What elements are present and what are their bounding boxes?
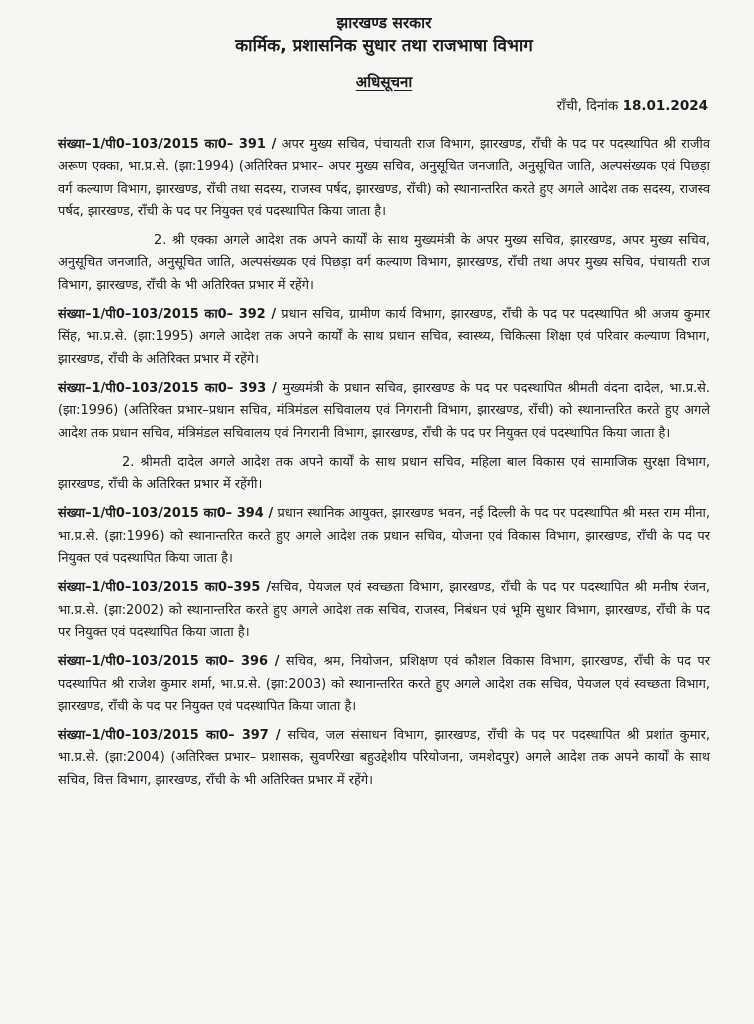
order-395 — [58, 577, 710, 644]
order-394 — [58, 503, 710, 570]
notification-date: 18.01.2024 — [622, 98, 708, 114]
order-ref: संख्या–1/पी0–103/2015 का0– 396 / — [58, 654, 280, 670]
notification-body — [58, 134, 710, 792]
dateline — [58, 96, 708, 116]
order-text: सचिव, पेयजल एवं स्वच्छता विभाग, झारखण्ड, राँची के पद पर पदस्थापित श्री मनीष रंजन, भा.प्र.से. (झा:2002) को स्थानान्तरित करते हुए अगले आदेश तक सचिव, राजस्व, निबंधन एवं भूमि सुधार विभाग, झारखण्ड, राँची के पद पर नियुक्त एवं पदस्थापित किया जाता है। — [58, 580, 710, 640]
department-name: कार्मिक, प्रशासनिक सुधार तथा राजभाषा विभाग — [235, 36, 533, 56]
order-text: अपर मुख्य सचिव, पंचायती राज विभाग, झारखण्ड, राँची के पद पर पदस्थापित श्री राजीव अरूण एक्का, भा.प्र.से. (झा:1994) (अतिरिक्त प्रभार– अपर मुख्य सचिव, अनुसूचित जनजाति, अनुसूचित जाति, अल्पसंख्यक एवं पिछड़ा वर्ग कल्याण विभाग, झारखण्ड, राँची तथा सदस्य, राजस्व पर्षद, झारखण्ड, राँची) को स्थानान्तरित करते हुए अगले आदेश तक सदस्य, राजस्व पर्षद, झारखण्ड, राँची के पद पर नियुक्त एवं पदस्थापित किया जाता है। — [58, 137, 710, 219]
order-ref: संख्या–1/पी0–103/2015 का0– 397 / — [58, 728, 281, 744]
order-text: सचिव, श्रम, नियोजन, प्रशिक्षण एवं कौशल विकास विभाग, झारखण्ड, राँची के पद पर पदस्थापित श्री राजेश कुमार शर्मा, भा.प्र.से. (झा:2003) को स्थानान्तरित करते हुए अगले आदेश तक सचिव, पेयजल एवं स्वच्छता विभाग, झारखण्ड, राँची के पद पर नियुक्त एवं पदस्थापित किया जाता है। — [58, 654, 710, 714]
place-label: राँची, दिनांक — [556, 98, 619, 114]
sub-paragraph-dadel: 2. श्रीमती दादेल अगले आदेश तक अपने कार्यों के साथ प्रधान सचिव, महिला बाल विकास एवं सामाजिक सुरक्षा विभाग, झारखण्ड, राँची के अतिरिक्त प्रभार में रहेंगी। — [58, 454, 710, 493]
order-text: सचिव, जल संसाधन विभाग, झारखण्ड, राँची के पद पर पदस्थापित श्री प्रशांत कुमार, भा.प्र.से. (झा:2004) (अतिरिक्त प्रभार– प्रशासक, सुवर्णरेखा बहुउद्देशीय परियोजना, जमशेदपुर) अगले आदेश तक अपने कार्यों के साथ सचिव, वित्त विभाग, झारखण्ड, राँची के भी अतिरिक्त प्रभार में रहेंगे। — [58, 728, 710, 788]
sub-paragraph-ekka: 2. श्री एक्का अगले आदेश तक अपने कार्यों के साथ मुख्यमंत्री के अपर मुख्य सचिव, झारखण्ड, अपर मुख्य सचिव, अनुसूचित जनजाति, अनुसूचित जाति, अल्पसंख्यक एवं पिछड़ा वर्ग कल्याण विभाग, झारखण्ड, राँची तथा अपर मुख्य सचिव, पंचायती राज विभाग, झारखण्ड, राँची के भी अतिरिक्त प्रभार में रहेंगे। — [58, 233, 710, 293]
order-ref: संख्या–1/पी0–103/2015 का0–395 / — [58, 580, 272, 596]
order-ref: संख्या–1/पी0–103/2015 का0– 392 / — [58, 307, 277, 323]
order-ref: संख्या–1/पी0–103/2015 का0– 394 / — [58, 506, 274, 522]
order-392 — [58, 304, 710, 371]
order-ref: संख्या–1/पी0–103/2015 का0– 393 / — [58, 380, 277, 396]
notification-title-text: अधिसूचना — [355, 73, 413, 91]
order-text: प्रधान सचिव, ग्रामीण कार्य विभाग, झारखण्ड, राँची के पद पर पदस्थापित श्री अजय कुमार सिंह, भा.प्र.से. (झा:1995) अगले आदेश तक अपने कार्यों के साथ प्रधान सचिव, स्वास्थ्य, चिकित्सा शिक्षा एवं परिवार कल्याण विभाग, झारखण्ड, राँची के अतिरिक्त प्रभार में रहेंगे। — [58, 307, 710, 367]
order-text: मुख्यमंत्री के प्रधान सचिव, झारखण्ड के पद पर पदस्थापित श्रीमती वंदना दादेल, भा.प्र.से. (झा:1996) (अतिरिक्त प्रभार–प्रधान सचिव, मंत्रिमंडल सचिवालय एवं निगरानी विभाग, झारखण्ड, राँची) को स्थानान्तरित करते हुए अगले आदेश तक प्रधान सचिव, मंत्रिमंडल सचिवालय एवं निगरानी विभाग, झारखण्ड, राँची के पद पर नियुक्त एवं पदस्थापित किया जाता है। — [58, 380, 710, 441]
government-name: झारखण्ड सरकार — [336, 14, 432, 32]
order-393 — [58, 378, 710, 445]
order-396 — [58, 651, 710, 718]
order-391 — [58, 134, 710, 223]
order-397 — [58, 725, 710, 792]
notification-title — [58, 72, 710, 92]
order-ref: संख्या–1/पी0–103/2015 का0– 391 / — [58, 137, 277, 152]
order-text: प्रधान स्थानिक आयुक्त, झारखण्ड भवन, नई दिल्ली के पद पर पदस्थापित श्री मस्त राम मीना, भा.प्र.से. (झा:1996) को स्थानान्तरित करते हुए अगले आदेश तक प्रधान सचिव, योजना एवं विकास विभाग, झारखण्ड, राँची के पद पर नियुक्त एवं पदस्थापित किया जाता है। — [58, 506, 710, 567]
